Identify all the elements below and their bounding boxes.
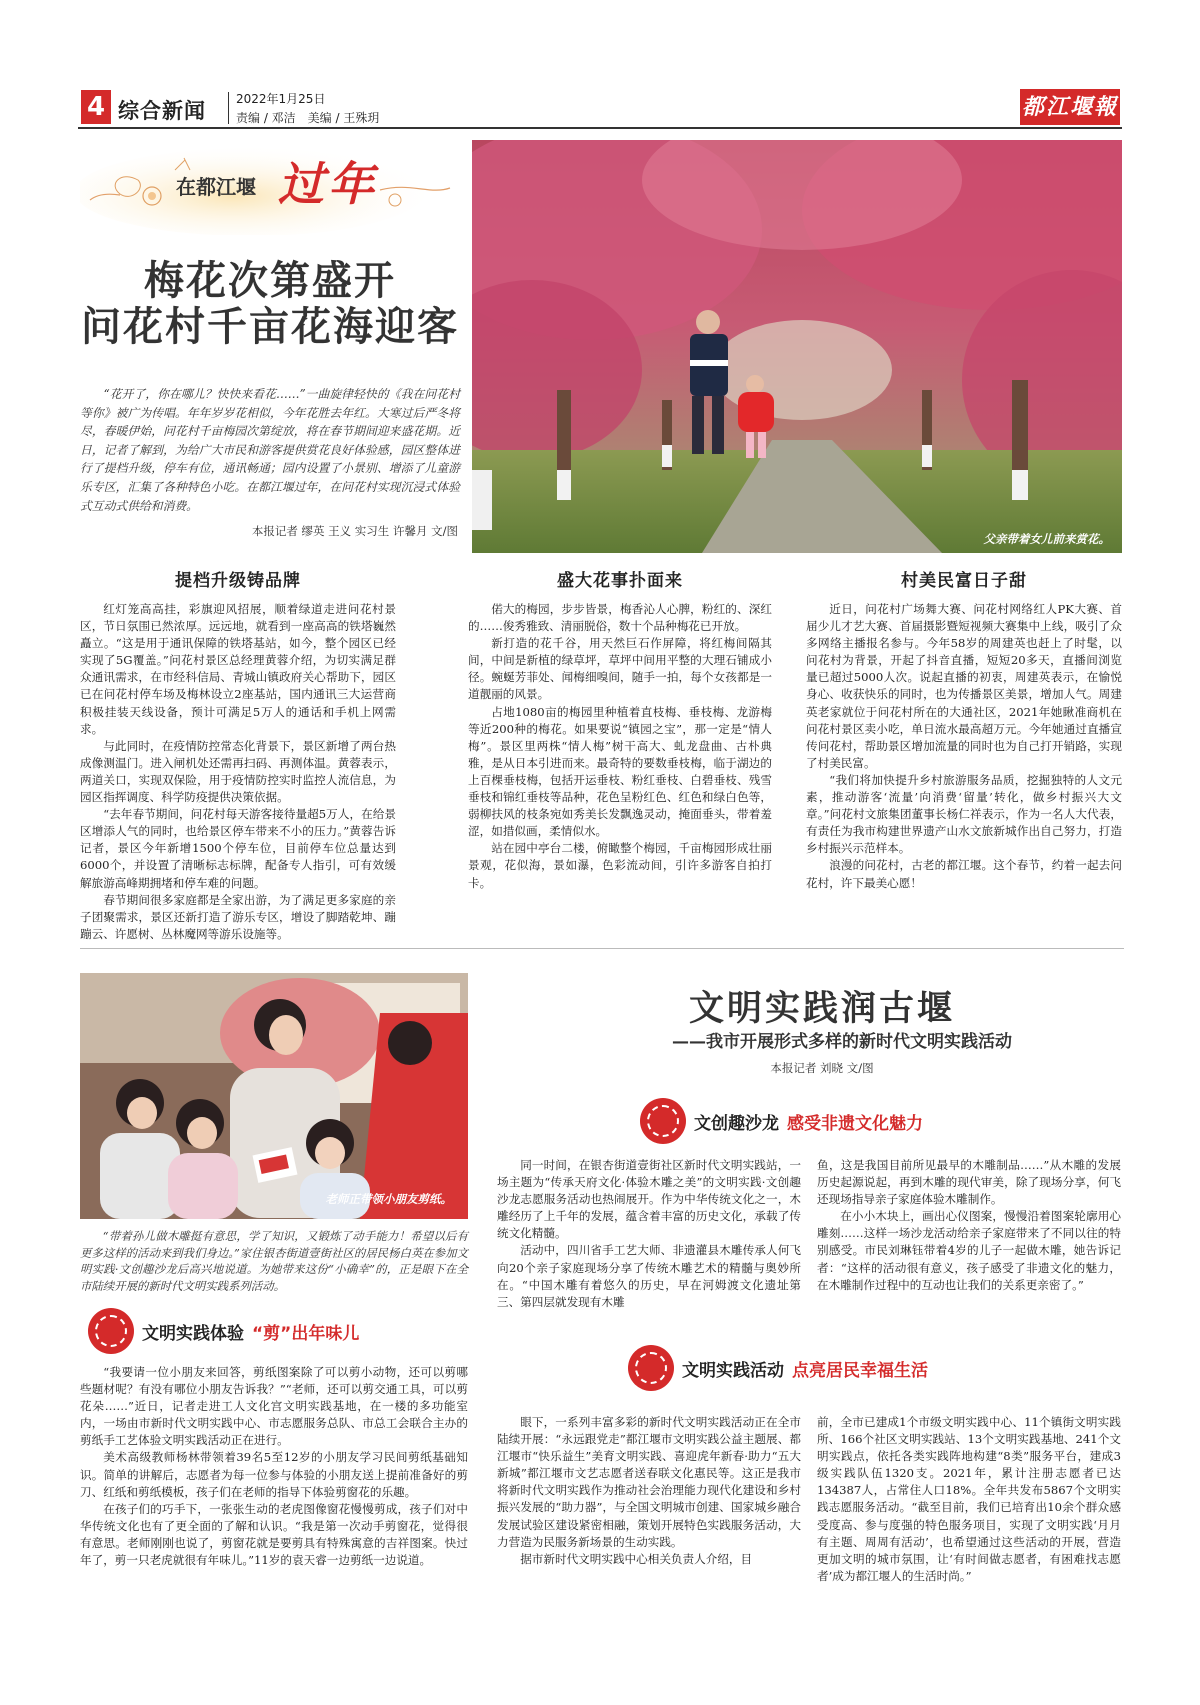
paragraph: 在小小木块上，画出心仪图案，慢慢沿着图案轮廓用心雕刻……这样一场沙龙活动给亲子家庭带来了不同以往的特别感受。市民刘琳钰带着4岁的儿子一起做木雕，她告诉记者：“这样的活动很有意义，孩子感受了非遗文化的魅力，在木雕制作过程中的互动也让我们的关系更亲密了。”: [817, 1209, 1121, 1292]
paragraph: 春节期间很多家庭都是全家出游，为了满足更多家庭的亲子团聚需求，景区还新打造了游乐专区，增设了脚踏乾坤、蹦蹦云、许愿树、丛林魔网等游乐设施等。: [80, 892, 396, 941]
column-activities-2: [817, 1414, 1121, 1585]
banner-lead-text: 在都江堰: [176, 175, 256, 199]
paragraph: 占地1080亩的梅园里种植着直枝梅、垂枝梅、龙游梅等近200种的梅花。如果要说“镇园之宝”，那一定是“情人梅”。景区里两株“情人梅”树干高大、虬龙盘曲、古朴典雅，是从日本引进而来。最奇特的要数垂枝梅，临于湖边的上百棵垂枝梅，包括开运垂枝、粉红垂枝、白碧垂枝、残雪垂枝和锦红垂枝等品种，花色呈粉红色、红色和绿白色等，弱柳扶风的枝条宛如秀美长发飘逸灵动，掩面垂头，带着羞涩，如措似画，柔情似水。: [468, 704, 772, 839]
paragraph: “我要请一位小朋友来回答，剪纸图案除了可以剪小动物，还可以剪哪些题材呢？有没有哪位小朋友告诉我？”“老师，还可以剪交通工具，可以剪花朵……”近日，记者走进工人文化宫文明实践基地，在一楼的多功能室内，一场由市新时代文明实践中心、市志愿服务总队、市总工会联合主办的剪纸手工艺体验文明实践活动正在进行。: [80, 1365, 468, 1448]
section-title: 综合新闻: [118, 99, 206, 123]
column-heading: 村美民富日子甜: [901, 571, 1027, 591]
column-salon-2: [817, 1157, 1121, 1294]
section-heading-highlight: 点亮居民幸福生活: [792, 1360, 928, 1381]
column-salon-1: [497, 1157, 801, 1311]
section-heading-lead: 文明实践活动: [682, 1360, 784, 1381]
paragraph: 与此同时，在疫情防控常态化背景下，景区新增了两台热成像测温门。进入闸机处还需再扫码、再测体温。黄蓉表示，两道关口，实现双保险，用于疫情防控实时监控人流信息，为园区指挥调度、科学防疫提供决策依据。: [80, 738, 396, 805]
paragraph: “去年春节期间，问花村每天游客接待量超5万人，在给景区增添人气的同时，也给景区停车带来不小的压力。”黄蓉告诉记者，景区今年新增1500个停车位，目前停车位总量达到6000个，并设置了清晰标志标牌，配备专人指引，可有效缓解旅游高峰期拥堵和停车难的问题。: [80, 807, 396, 890]
lion-seal-icon: [88, 1308, 134, 1354]
paragraph: 新打造的花千谷，用天然巨石作屏障，将红梅间隔其间，中间是新植的绿草坪，草坪中间用平整的大理石铺成小径。蜿蜒芳菲处、闻梅细嗅间，随手一拍，每个女孩都是一道靓丽的风景。: [468, 636, 772, 702]
paper-cutting-image-icon: [80, 973, 468, 1219]
paragraph: 前，全市已建成1个市级文明实践中心、11个镇街文明实践所、166个社区文明实践站、13个文明实践基地、241个文明实践点，依托各类实践阵地构建“8类”服务平台，建成3级实践队伍1320支。2021年，累计注册志愿者已达134387人，占常住人口18%。全年共发布5867个文明实践志愿服务活动。“截至目前，我们已培育出10余个群众感受度高、参与度强的特色服务项目，实现了文明实践‘月月有主题、周周有活动’，也希望通过这些活动的开展，营造更加文明的城市氛围，让‘有时间做志愿者，有困难找志愿者’成为都江堰人的生活时尚。”: [817, 1415, 1121, 1583]
feature-title-line2: 问花村千亩花海迎客: [81, 303, 459, 350]
issue-date: 2022年1月25日: [236, 92, 326, 106]
banner-highlight-text: 过年: [278, 157, 378, 211]
paragraph: 站在园中亭台二楼，俯瞰整个梅园，千亩梅园形成壮丽景观，花似海，景如瀑，色彩流动间，引许多游客自拍打卡。: [468, 841, 772, 890]
section-heading-salon: [640, 1098, 923, 1144]
column-papercut: [80, 1364, 468, 1569]
paragraph: “我们将加快提升乡村旅游服务品质，挖掘独特的人文元素，推动游客‘流量’向消费‘留量’转化，做乡村振兴大文章。”问花村文旅集团董事长杨仁祥表示，作为一名人大代表，有责任为我市构建世界遗产山水文旅新城作出自己努力，打造乡村振兴示范样本。: [806, 772, 1122, 856]
photo-caption: 父亲带着女儿前来赏花。: [983, 532, 1110, 546]
editors-credit: 责编 / 邓洁 美编 / 王殊玥: [236, 111, 380, 125]
feature2-subtitle: ——我市开展形式多样的新时代文明实践活动: [672, 1032, 1012, 1052]
paragraph: 活动中，四川省手工艺大师、非遗灌县木雕传承人何飞向20个亲子家庭现场分享了传统木雕艺术的精髓与奥妙所在。“中国木雕有着悠久的历史，早在河姆渡文化遗址第三、第四层就发现有木雕: [497, 1243, 801, 1309]
section-divider: [80, 948, 1124, 949]
column-activities-1: [497, 1414, 801, 1568]
paragraph: 近日，问花村广场舞大赛、问花村网络红人PK大赛、首届少儿才艺大赛、首届摄影暨短视频大赛集中上线，吸引了众多网络主播报名参与。今年58岁的周建英也赶上了时髦，以问花村为背景，开起了抖音直播，短短20多天，直播间浏览量已超过5000人次。说起直播的初衷，周建英表示，在愉悦身心、收获快乐的同时，也为传播景区美景，增加人气。周建英老家就位于问花村所在的大通社区，2021年她瞅准商机在问花村景区卖小吃，单日流水最高超万元。今年她通过直播宣传问花村，帮助景区增加流量的同时也为自己打开销路，实现了村美民富。: [806, 602, 1122, 770]
paragraph: 在孩子们的巧手下，一张张生动的老虎图像窗花慢慢剪成，孩子们对中华传统文化也有了更全面的了解和认识。“我是第一次动手剪窗花，觉得很有意思。老师刚刚也说了，剪窗花就是要剪具有特殊寓意的吉祥图案。快过年了，剪一只老虎就很有年味儿。”11岁的袁天睿一边剪纸一边说道。: [80, 1501, 468, 1568]
paragraph: 鱼，这是我国目前所见最早的木雕制品……”从木雕的发展历史起源说起，再到木雕的现代审美，除了现场分享，何飞还现场指导亲子家庭体验木雕制作。: [817, 1158, 1121, 1207]
section-heading-lead: 文明实践体验: [142, 1323, 244, 1344]
section-heading-activities: [628, 1345, 928, 1391]
paragraph: 浪漫的问花村，古老的都江堰。这个春节，约着一起去问花村，许下最美心愿！: [806, 858, 1122, 890]
plum-blossom-photo: [472, 140, 1122, 553]
column-heading: 提档升级铸品牌: [175, 571, 301, 591]
header-separator: [228, 92, 229, 124]
paragraph: 偌大的梅园，步步皆景，梅香沁人心脾，粉红的、深红的……俊秀雅致、清丽脱俗，数十个品种梅花已开放。: [468, 602, 772, 634]
paragraph: 同一时间，在银杏街道壹街社区新时代文明实践站，一场主题为“传承天府文化·体验木雕之美”的文明实践·文创趣沙龙志愿服务活动也热闹展开。作为中华传统文化之一，木雕经历了上千年的发展，蕴含着丰富的历史文化，承载了传统文化精髓。: [497, 1158, 801, 1241]
paragraph: 美术高级教师杨林带领着39名5至12岁的小朋友学习民间剪纸基础知识。简单的讲解后，志愿者为每一位参与体验的小朋友送上提前准备好的剪刀、红纸和剪纸模板，孩子们在老师的指导下体验剪窗花的乐趣。: [80, 1450, 468, 1499]
column-flowers: [468, 566, 772, 892]
column-village: [806, 566, 1122, 892]
photo-quote: “带着孙儿做木雕挺有意思，学了知识，又锻炼了动手能力！希望以后有更多这样的活动来到我们身边。”家住银杏街道壹街社区的居民杨白英在参加文明实践·文创趣沙龙后高兴地说道。为她带来这份“小确幸”的，正是眼下在全市陆续开展的新时代文明实践系列活动。: [80, 1229, 468, 1293]
feature-byline: 本报记者 缪英 王义 实习生 许馨月 文/图: [251, 524, 458, 538]
newspaper-logo: 都江堰報: [1020, 89, 1120, 125]
festival-banner: [80, 140, 460, 235]
section-heading-papercut: [88, 1308, 359, 1354]
section-heading-lead: 文创趣沙龙: [694, 1113, 779, 1134]
feature-title: [80, 258, 460, 350]
column-upgrade: [80, 566, 396, 943]
paper-cutting-photo: [80, 973, 468, 1219]
lion-seal-icon: [628, 1345, 674, 1391]
section-heading-highlight: 感受非遗文化魅力: [787, 1113, 923, 1134]
lion-seal-icon: [640, 1098, 686, 1144]
page-number: 4: [81, 90, 111, 124]
column-heading: 盛大花事扑面来: [557, 571, 683, 591]
header-rule: [78, 127, 1122, 129]
feature-title-line1: 梅花次第盛开: [144, 257, 396, 304]
feature2-title: 文明实践润古堰: [688, 988, 955, 1029]
plum-orchard-image-icon: [472, 140, 1122, 553]
photo-caption: 老师正带领小朋友剪纸。: [325, 1192, 452, 1206]
paragraph: 红灯笼高高挂，彩旗迎风招展，顺着绿道走进问花村景区，节日氛围已然浓厚。远远地，就看到一座高高的铁塔巍然矗立。“这是用于通讯保障的铁塔基站，如今，整个园区已经实现了5G覆盖。”问花村景区总经理黄蓉介绍，为切实满足群众通讯需求，在市经科信局、青城山镇政府关心帮助下，园区已在问花村停车场及梅林设立2座基站，国内通讯三大运营商积极挂装天线设备，预计可满足5万人的通话和手机上网需求。: [80, 602, 396, 736]
feature-intro: “花开了，你在哪儿？快快来看花……”一曲旋律轻快的《我在问花村等你》被广为传唱。年年岁岁花相似，今年花胜去年红。大寒过后严冬将尽，春暖伊始，问花村千亩梅园次第绽放，将在春节期间迎来盛花期。近日，记者了解到，为给广大市民和游客提供赏花良好体验感，园区整体进行了提档升级，停车有位，通讯畅通；园内设置了小景别、增添了儿童游乐专区，汇集了各种特色小吃。在都江堰过年，在问花村实现沉浸式体验式互动式供给和消费。: [80, 387, 460, 513]
banner-decoration-icon: [80, 140, 460, 235]
paragraph: 眼下，一系列丰富多彩的新时代文明实践活动正在全市陆续开展：“永远跟党走”都江堰市文明实践公益主题展、都江堰市“快乐益生”美育文明实践、喜迎虎年新春·助力“五大新城”都江堰市文艺志愿者送春联文化惠民等。这正是我市将新时代文明实践作为推动社会治理能力现代化建设和乡村振兴发展的“助力器”，与全国文明城市创建、国家城乡融合发展试验区建设紧密相融，策划开展特色实践服务活动，大力营造为民服务新场景的生动实践。: [497, 1415, 801, 1549]
feature2-byline: 本报记者 刘晓 文/图: [770, 1061, 874, 1075]
paragraph: 据市新时代文明实践中心相关负责人介绍，目: [520, 1551, 753, 1566]
section-heading-highlight: “剪”出年味儿: [252, 1323, 360, 1344]
